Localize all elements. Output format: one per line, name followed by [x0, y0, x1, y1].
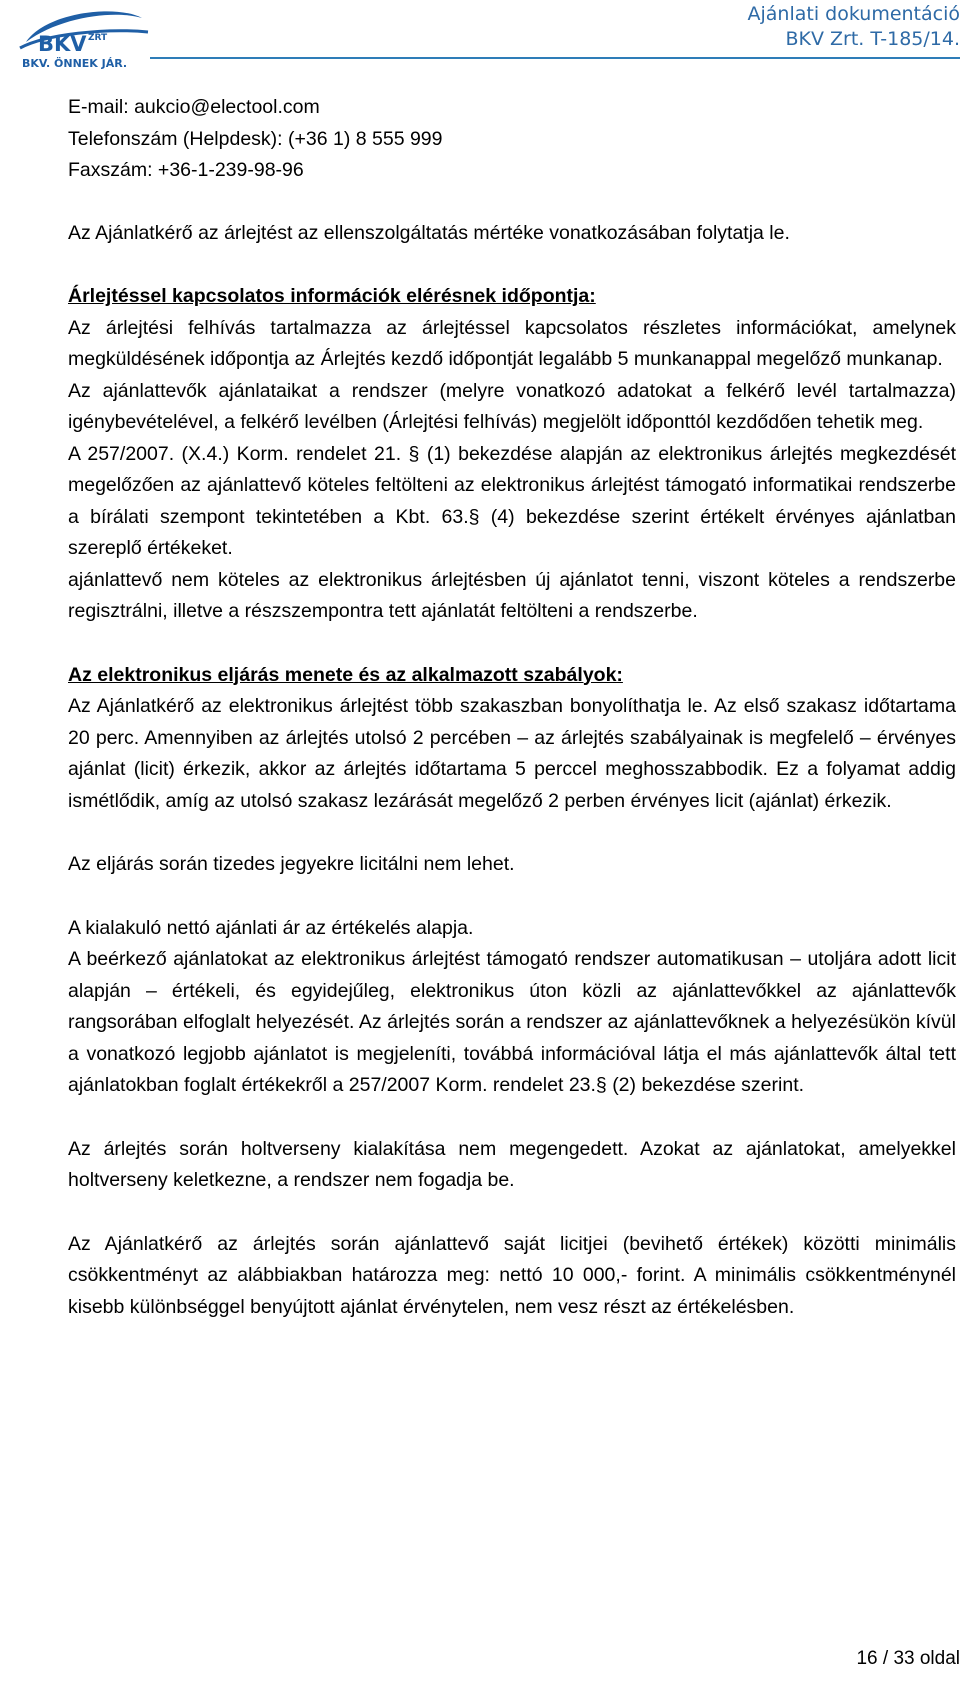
logo-slogan: BKV. ÖNNEK JÁR. — [22, 57, 128, 70]
header-rule — [150, 57, 960, 59]
section2-paragraph-6: Az Ajánlatkérő az árlejtés során ajánlattevő saját licitjei (bevihető értékek) közötti minimális csökkentményt az alábbiakban határozza meg: nettó 10 000,- forint. A minimális csökkentménynél kisebb különbséggel benyújtott ajánlat érvénytelen, nem vesz részt az értékelésben. — [68, 1232, 956, 1318]
page-number: 16 / 33 oldal — [856, 1648, 960, 1669]
logo-sup: ZRT — [88, 33, 108, 43]
section1-heading: Árlejtéssel kapcsolatos információk elérésnek időpontja: — [68, 285, 596, 307]
contact-email: E-mail: aukcio@electool.com — [68, 96, 320, 118]
section1-paragraph-1: Az árlejtési felhívás tartalmazza az árlejtéssel kapcsolatos részletes információkat, amelynek megküldésének időpontja az Árlejtés kezdő időpontját legalább 5 munkanappal megelőző munkanap. — [68, 316, 956, 370]
section2-heading: Az elektronikus eljárás menete és az alkalmazott szabályok: — [68, 663, 623, 686]
section2-paragraph-3: A kialakuló nettó ajánlati ár az értékelés alapja. — [68, 916, 474, 939]
section2-paragraph-1: Az Ajánlatkérő az elektronikus árlejtést több szakaszban bonyolíthatja le. Az első szakasz időtartama 20 perc. Amennyiben az árlejtés utolsó 2 percében – az árlejtés szabályainak is megfelelő – érvényes ajánlat (licit) érkezik, akkor az árlejtés időtartama 5 perccel meghosszabbodik. Ez a folyamat addig ismétlődik, amíg az utolsó szakasz lezárását megelőző 2 perben érvényes licit (ajánlat) érkezik. — [68, 695, 956, 812]
section1-paragraph-4: ajánlattevő nem köteles az elektronikus árlejtésben új ajánlatot tenni, viszont köteles a rendszerbe regisztrálni, illetve a részszempontra tett ajánlatát feltölteni a rendszerbe. — [68, 568, 956, 622]
contact-fax: Faxszám: +36-1-239-98-96 — [68, 159, 304, 181]
section2-paragraph-2: Az eljárás során tizedes jegyekre licitálni nem lehet. — [68, 853, 515, 875]
header-doc-info — [748, 2, 960, 52]
bkv-logo — [16, 4, 150, 70]
logo-brand: BKV — [38, 32, 87, 56]
contact-phone: Telefonszám (Helpdesk): (+36 1) 8 555 999 — [68, 127, 443, 150]
doc-title: Ajánlati dokumentáció — [747, 3, 960, 25]
section2-paragraph-5: Az árlejtés során holtverseny kialakítása nem megengedett. Azokat az ajánlatokat, amelyekkel holtverseny keletkezne, a rendszer nem fogadja be. — [68, 1137, 956, 1191]
section1-paragraph-2: Az ajánlattevők ajánlataikat a rendszer (melyre vonatkozó adatokat a felkérő levél tartalmazza) igénybevételével, a felkérő levélben (Árlejtési felhívás) megjelölt időponttól kezdődően tehetik meg. — [68, 379, 956, 433]
section1-paragraph-3: A 257/2007. (X.4.) Korm. rendelet 21. § (1) bekezdése alapján az elektronikus árlejtés megkezdését megelőzően az ajánlattevő köteles feltölteni az elektronikus árlejtést támogató informatikai rendszerbe a bírálati szempont tekintetében a Kbt. 63.§ (4) bekezdése szerint értékelt érvényes ajánlatban szereplő értékeket. — [68, 442, 956, 559]
document-body — [68, 92, 956, 1323]
section2-paragraph-4: A beérkező ajánlatokat az elektronikus árlejtést támogató rendszer automatikusan – utoljára adott licit alapján – értékeli, és egyidejűleg, elektronikus úton közli az ajánlattevőkkel az ajánlattevők rangsorában elfoglalt helyezését. Az árlejtés során a rendszer az ajánlattevőknek a helyezésükön kívül a vonatkozó legjobb ajánlatot is megjeleníti, továbbá információval látja el más ajánlattevők által tett ajánlatokban foglalt értékekről a 257/2007 Korm. rendelet 23.§ (2) bekezdése szerint. — [68, 948, 956, 1096]
page-header — [0, 0, 960, 76]
doc-ref: BKV Zrt. T-185/14. — [785, 28, 960, 50]
intro-paragraph: Az Ajánlatkérő az árlejtést az ellenszolgáltatás mértéke vonatkozásában folytatja le. — [68, 221, 790, 244]
